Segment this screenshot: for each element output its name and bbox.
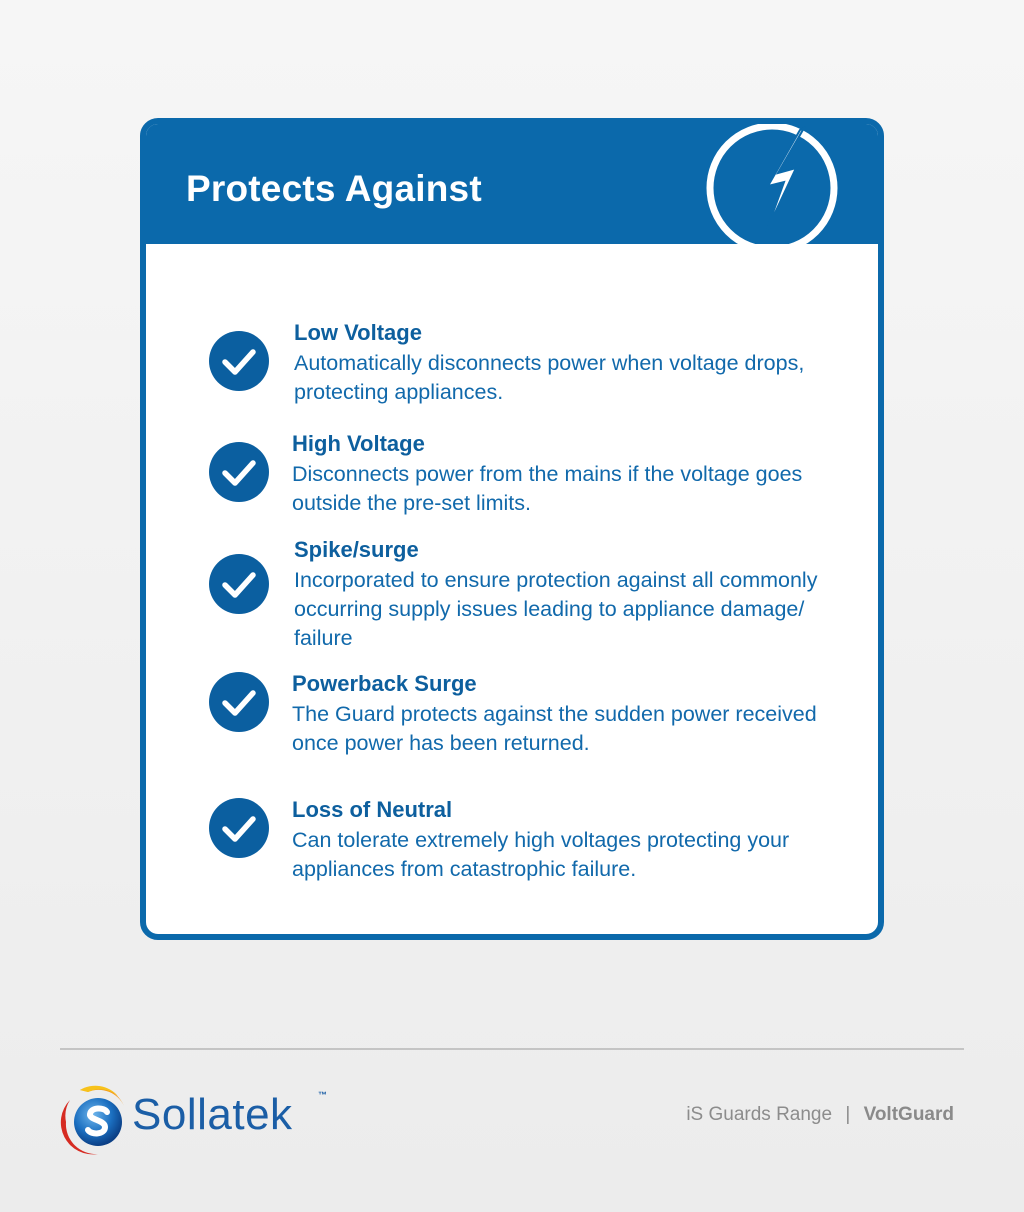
trademark-mark: ™ — [318, 1090, 327, 1100]
feature-title: Loss of Neutral — [292, 797, 453, 822]
range-name: iS Guards Range — [686, 1104, 833, 1125]
product-name: VoltGuard — [863, 1104, 954, 1125]
feature-description: Incorporated to ensure protection against all commonly occurring supply issues leading to appliance damage/ failure — [294, 568, 818, 650]
card-header — [146, 124, 878, 244]
check-circle-icon — [208, 553, 270, 615]
feature-title: Powerback Surge — [292, 671, 477, 696]
footer-caption — [686, 1104, 954, 1126]
feature-description: Disconnects power from the mains if the voltage goes outside the pre-set limits. — [292, 462, 803, 515]
check-circle-icon — [208, 330, 270, 392]
check-circle-icon — [208, 671, 270, 733]
feature-title: Spike/surge — [294, 537, 419, 562]
check-circle-icon — [208, 797, 270, 859]
footer-separator: | — [845, 1104, 851, 1125]
feature-title: Low Voltage — [294, 320, 422, 345]
check-circle-icon — [208, 441, 270, 503]
feature-description: Automatically disconnects power when voltage drops, protecting appliances. — [294, 351, 805, 404]
feature-title: High Voltage — [292, 431, 425, 456]
footer-divider — [60, 1048, 964, 1050]
brand-name: Sollatek — [132, 1090, 293, 1139]
feature-description: The Guard protects against the sudden power received once power has been returned. — [292, 702, 817, 755]
card-title: Protects Against — [186, 168, 482, 209]
protects-against-card — [140, 118, 884, 940]
feature-description: Can tolerate extremely high voltages protecting your appliances from catastrophic failure. — [292, 828, 790, 881]
lightning-bolt-icon — [702, 124, 842, 250]
sollatek-logo-icon — [58, 1082, 132, 1156]
